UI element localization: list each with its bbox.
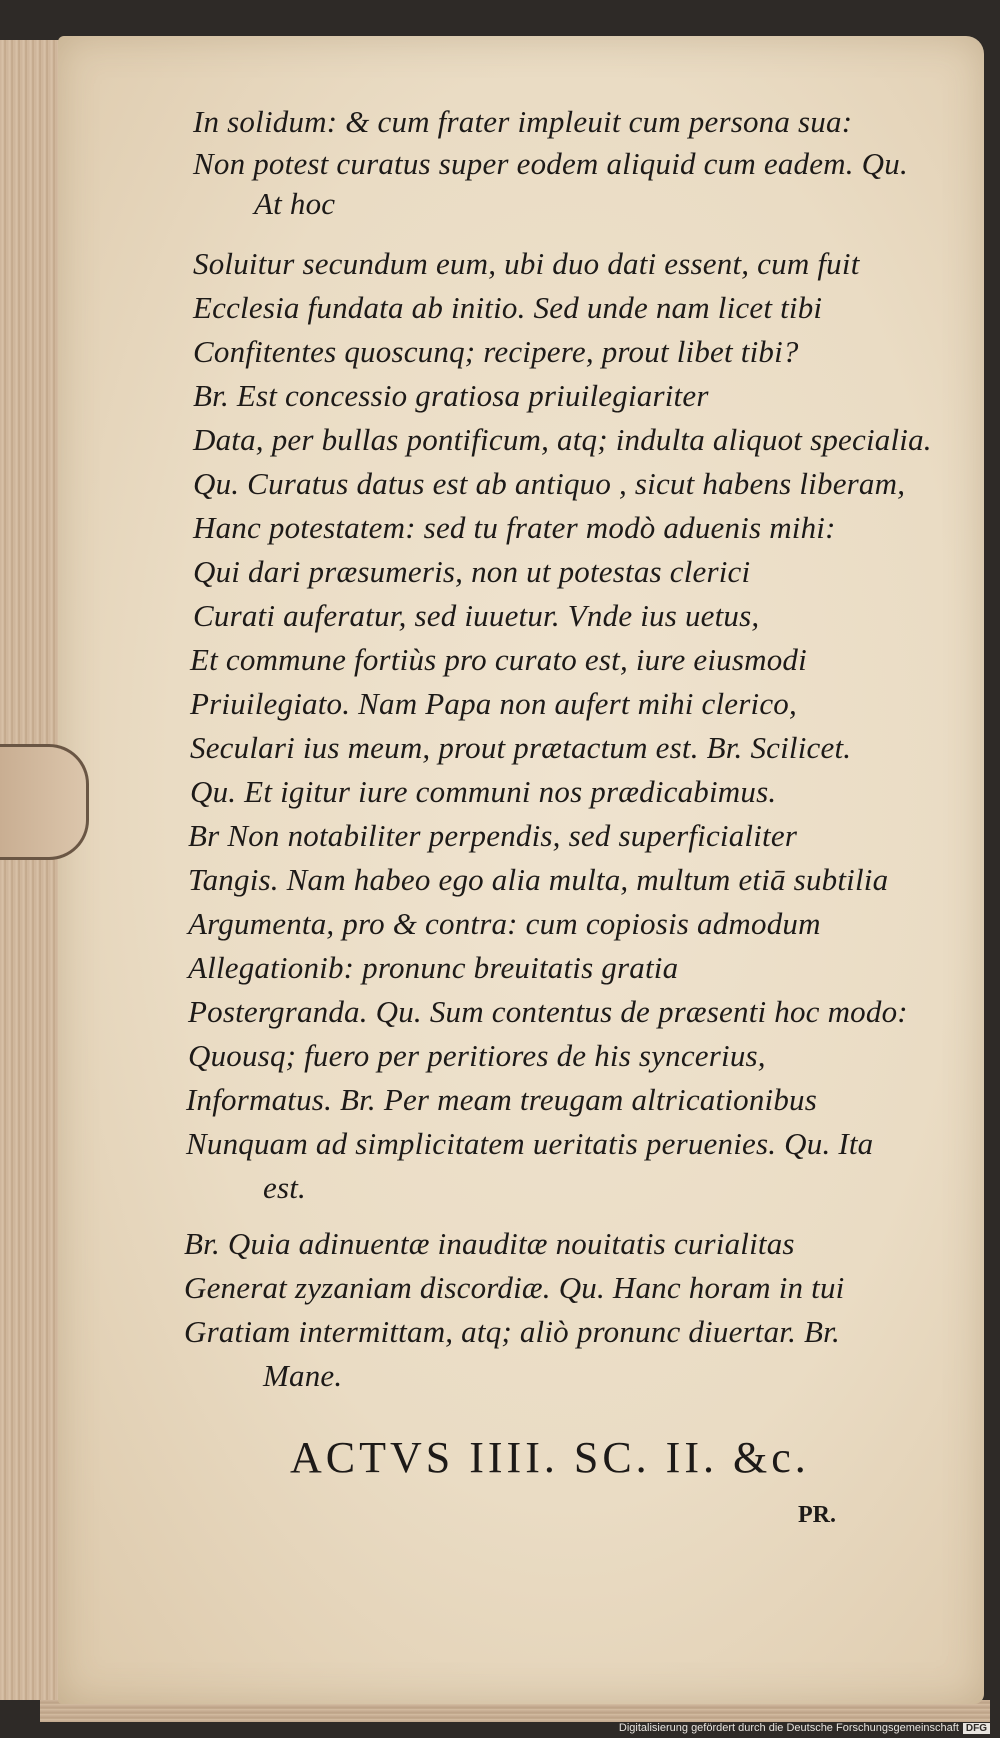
text-line: Allegationib: pronunc breuitatis gratia xyxy=(188,950,679,985)
text-line: Curati auferatur, sed iuuetur. Vnde ius uetus, xyxy=(193,598,760,633)
text-line: Hanc potestatem: sed tu frater modò aduenis mihi: xyxy=(193,510,836,545)
text-line: Postergranda. Qu. Sum contentus de præsenti hoc modo: xyxy=(188,994,908,1029)
text-line: est. xyxy=(263,1170,306,1205)
book-page xyxy=(58,36,984,1704)
page-edges xyxy=(0,40,64,1700)
text-line: Br. Quia adinuentæ inauditæ nouitatis curialitas xyxy=(184,1226,795,1261)
catchword: PR. xyxy=(798,1502,836,1528)
text-line: At hoc xyxy=(254,186,336,221)
text-line: Nunquam ad simplicitatem ueritatis peruenies. Qu. Ita xyxy=(186,1126,874,1161)
text-line: Gratiam intermittam, atq; aliò pronunc diuertar. Br. xyxy=(184,1314,840,1349)
footer-text: Digitalisierung gefördert durch die Deutsche Forschungsgemeinschaft xyxy=(618,1722,959,1734)
text-line: Informatus. Br. Per meam treugam altricationibus xyxy=(186,1082,818,1117)
text-line: Quousq; fuero per peritiores de his syncerius, xyxy=(188,1038,766,1073)
text-line: Qu. Et igitur iure communi nos prædicabimus. xyxy=(190,774,777,809)
text-line: Confitentes quoscunq; recipere, prout libet tibi? xyxy=(193,334,799,369)
text-line: Qu. Curatus datus est ab antiquo , sicut habens liberam, xyxy=(193,466,906,501)
text-line: Argumenta, pro & contra: cum copiosis admodum xyxy=(188,906,821,941)
text-line: Non potest curatus super eodem aliquid cum eadem. Qu. xyxy=(193,146,908,181)
text-line: Mane. xyxy=(263,1358,343,1393)
digitization-footer xyxy=(619,1722,990,1734)
dfg-logo: DFG xyxy=(963,1723,990,1734)
text-line: Br Non notabiliter perpendis, sed superficialiter xyxy=(188,818,798,853)
text-line: In solidum: & cum frater impleuit cum persona sua: xyxy=(193,104,853,139)
act-heading: ACTVS IIII. SC. II. &c. xyxy=(290,1433,810,1482)
text-line: Br. Est concessio gratiosa priuilegiariter xyxy=(193,378,709,413)
text-line: Priuilegiato. Nam Papa non aufert mihi clerico, xyxy=(190,686,797,721)
text-line: Generat zyzaniam discordiæ. Qu. Hanc horam in tui xyxy=(184,1270,845,1305)
text-line: Soluitur secundum eum, ubi duo dati essent, cum fuit xyxy=(193,246,860,281)
book-clasp xyxy=(0,744,89,860)
text-line: Data, per bullas pontificum, atq; indulta aliquot specialia. xyxy=(193,422,932,457)
text-line: Ecclesia fundata ab initio. Sed unde nam licet tibi xyxy=(193,290,823,325)
text-line: Et commune fortiùs pro curato est, iure eiusmodi xyxy=(190,642,807,677)
text-line: Qui dari præsumeris, non ut potestas clerici xyxy=(193,554,751,589)
text-line: Seculari ius meum, prout prætactum est. Br. Scilicet. xyxy=(190,730,852,765)
text-line: Tangis. Nam habeo ego alia multa, multum etiā subtilia xyxy=(188,862,889,897)
